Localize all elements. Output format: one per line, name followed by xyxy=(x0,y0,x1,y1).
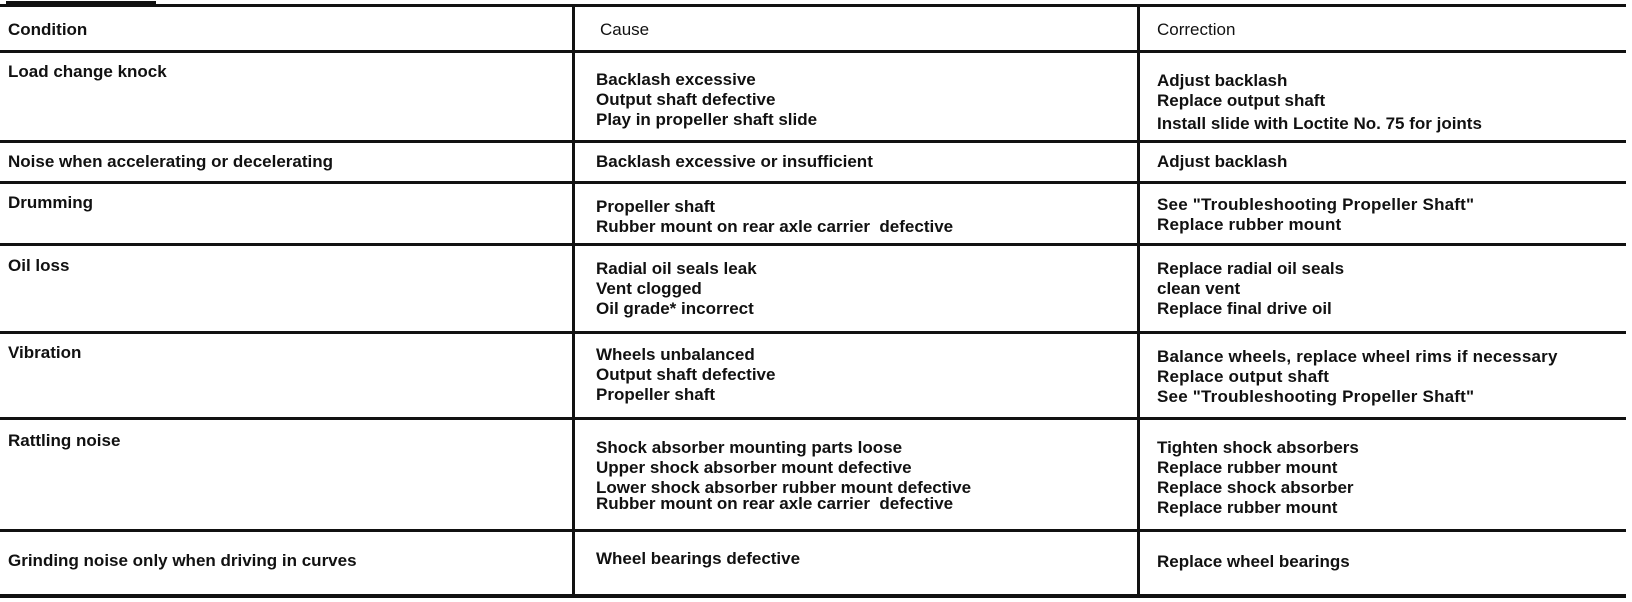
row-condition: Rattling noise xyxy=(8,431,121,450)
cause-line: Rubber mount on rear axle carrier defective xyxy=(596,217,954,236)
correction-line: Install slide with Loctite No. 75 for joints xyxy=(1157,114,1482,133)
row-causes xyxy=(596,152,873,172)
cause-line: Wheel bearings defective xyxy=(596,549,801,568)
correction-line: Replace rubber mount xyxy=(1157,215,1342,234)
row-causes xyxy=(596,70,817,130)
cause-line: Wheels unbalanced xyxy=(596,345,755,364)
cause-line: Shock absorber mounting parts loose xyxy=(596,438,903,457)
row-corrections xyxy=(1157,347,1558,407)
correction-line: Replace radial oil seals xyxy=(1157,259,1345,278)
cause-line: Propeller shaft xyxy=(596,385,716,404)
row-rule xyxy=(0,243,1626,246)
cause-line: Upper shock absorber mount defective xyxy=(596,458,912,477)
correction-line: Adjust backlash xyxy=(1157,71,1288,90)
cause-line: Oil grade* incorrect xyxy=(596,299,754,318)
cause-line: Output shaft defective xyxy=(596,365,776,384)
row-causes xyxy=(596,259,757,319)
row-corrections xyxy=(1157,438,1359,518)
row-corrections xyxy=(1157,552,1350,572)
cause-line: Lower shock absorber rubber mount defective xyxy=(596,478,972,497)
header-bottom-rule xyxy=(0,50,1626,53)
correction-line: Balance wheels, replace wheel rims if necessary xyxy=(1157,347,1558,366)
cause-line: Rubber mount on rear axle carrier defective xyxy=(596,494,954,513)
correction-line: Tighten shock absorbers xyxy=(1157,438,1359,457)
row-condition: Oil loss xyxy=(8,256,70,275)
row-rule xyxy=(0,331,1626,334)
cause-line: Backlash excessive xyxy=(596,70,756,89)
correction-line: Replace rubber mount xyxy=(1157,458,1338,477)
row-rule xyxy=(0,529,1626,532)
row-rule xyxy=(0,181,1626,184)
correction-line: Replace wheel bearings xyxy=(1157,552,1350,571)
cause-line: Vent clogged xyxy=(596,279,702,298)
correction-line: See "Troubleshooting Propeller Shaft" xyxy=(1157,387,1475,406)
correction-line: Replace final drive oil xyxy=(1157,299,1332,318)
row-condition: Load change knock xyxy=(8,62,167,81)
correction-line: Adjust backlash xyxy=(1157,152,1288,171)
row-causes xyxy=(596,345,775,405)
row-corrections xyxy=(1157,195,1474,235)
correction-line: clean vent xyxy=(1157,279,1241,298)
correction-line: Replace rubber mount xyxy=(1157,498,1338,517)
row-corrections xyxy=(1157,259,1344,319)
cause-line: Play in propeller shaft slide xyxy=(596,110,818,129)
column-divider-correction xyxy=(1137,6,1140,598)
row-rule xyxy=(0,417,1626,420)
cause-line: Radial oil seals leak xyxy=(596,259,757,278)
table-bottom-rule xyxy=(0,594,1626,598)
row-causes xyxy=(596,438,971,514)
row-corrections xyxy=(1157,152,1287,172)
row-rule xyxy=(0,140,1626,143)
row-condition: Drumming xyxy=(8,193,93,212)
row-condition: Grinding noise only when driving in curves xyxy=(8,551,357,570)
header-condition: Condition xyxy=(8,20,88,39)
row-causes xyxy=(596,549,800,569)
correction-line: Replace output shaft xyxy=(1157,91,1326,110)
correction-line: See "Troubleshooting Propeller Shaft" xyxy=(1157,195,1475,214)
row-condition: Vibration xyxy=(8,343,82,362)
table-top-rule xyxy=(0,4,1626,7)
cause-line: Output shaft defective xyxy=(596,90,776,109)
row-condition: Noise when accelerating or decelerating xyxy=(8,152,334,171)
cause-line: Backlash excessive or insufficient xyxy=(596,152,873,171)
cause-line: Propeller shaft xyxy=(596,197,716,216)
row-causes xyxy=(596,197,953,237)
header-correction: Correction xyxy=(1157,20,1236,39)
correction-line: Replace shock absorber xyxy=(1157,478,1354,497)
column-divider-cause xyxy=(572,6,575,598)
header-cause: Cause xyxy=(600,20,650,39)
correction-line: Replace output shaft xyxy=(1157,367,1330,386)
row-corrections xyxy=(1157,71,1482,134)
